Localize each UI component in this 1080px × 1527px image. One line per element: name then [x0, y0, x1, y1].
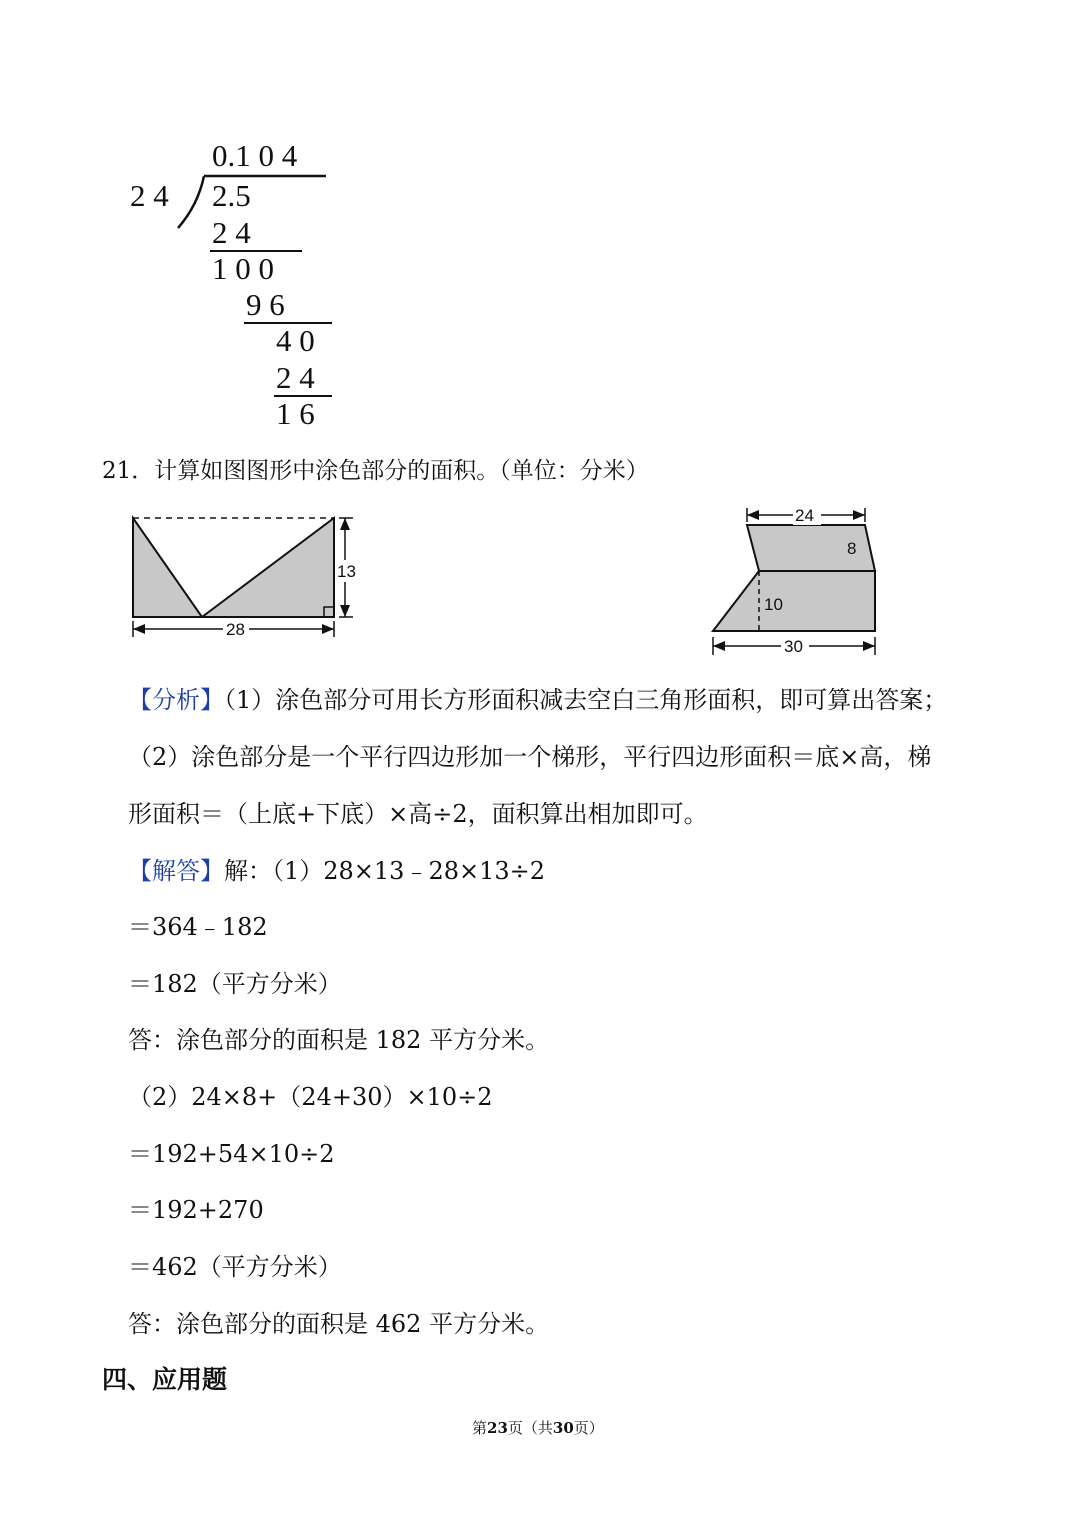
top-label: 24 [795, 506, 814, 525]
figure-parallelogram-trapezoid [705, 500, 890, 660]
analysis-line-3: 形面积＝（上底+下底）×高÷2，面积算出相加即可。 [128, 800, 708, 828]
solution-line-9: 答：涂色部分的面积是 462 平方分米。 [128, 1310, 550, 1338]
question-text: 计算如图图形中涂色部分的面积。（单位：分米） [154, 458, 649, 484]
width-label: 28 [226, 620, 245, 639]
height-label: 13 [337, 562, 356, 581]
shaded-trapezoid [713, 571, 875, 631]
solution-tag: 【解答】 [128, 857, 224, 885]
analysis-line-1 [128, 680, 947, 715]
footer-total-pages: 30 [552, 1419, 574, 1437]
analysis-tag: 【分析】 [128, 686, 224, 714]
analysis-text-1: （1）涂色部分可用长方形面积减去空白三角形面积，即可算出答案； [224, 686, 948, 714]
long-division [120, 130, 345, 430]
arrowhead-icon [863, 641, 875, 651]
solution-text-1: 解：（1）28×13﹣28×13÷2 [224, 857, 546, 885]
solution-line-7: ＝192+270 [128, 1196, 264, 1224]
arrowhead-icon [713, 641, 725, 651]
solution-line-5: （2）24×8+（24+30）×10÷2 [128, 1083, 493, 1111]
solution-line-6: ＝192+54×10÷2 [128, 1140, 335, 1168]
division-step: 1 6 [276, 396, 315, 430]
solution-line-3: ＝182（平方分米） [128, 970, 342, 998]
arrowhead-icon [322, 624, 334, 634]
figure-rectangle-triangle [125, 505, 370, 645]
footer-suffix: 页） [573, 1419, 604, 1437]
division-step: 1 0 0 [212, 251, 274, 286]
division-step: 2 4 [276, 360, 315, 395]
section-heading: 四、应用题 [102, 1365, 228, 1394]
page-footer [472, 1417, 604, 1438]
shaded-triangle-left [133, 518, 202, 617]
arrowhead-icon [340, 518, 350, 530]
footer-page-number: 23 [487, 1419, 508, 1437]
footer-prefix: 第 [472, 1419, 488, 1437]
parallelogram-height-label: 8 [847, 539, 857, 558]
trapezoid-height-label: 10 [764, 595, 783, 614]
division-step: 4 0 [276, 323, 315, 358]
footer-middle: 页（共 [507, 1419, 553, 1437]
solution-line-8: ＝462（平方分米） [128, 1253, 342, 1281]
analysis-line-2: （2）涂色部分是一个平行四边形加一个梯形，平行四边形面积＝底×高，梯 [128, 743, 932, 771]
division-quotient: 0.1 0 4 [212, 138, 298, 173]
division-bracket [178, 176, 204, 228]
division-step: 2 4 [212, 215, 251, 250]
bottom-label: 30 [784, 637, 803, 656]
division-dividend: 2.5 [212, 178, 251, 213]
solution-line-2: ＝364﹣182 [128, 913, 268, 941]
division-step: 9 6 [246, 287, 285, 322]
arrowhead-icon [133, 624, 145, 634]
division-divisor: 2 4 [130, 178, 169, 213]
solution-line-1 [128, 851, 545, 886]
arrowhead-icon [340, 605, 350, 617]
arrowhead-icon [747, 510, 759, 520]
question-number: 21． [102, 458, 155, 484]
long-division-drawing [120, 130, 345, 430]
solution-line-4: 答：涂色部分的面积是 182 平方分米。 [128, 1026, 550, 1054]
shaded-triangle-right [202, 518, 334, 617]
question-21 [102, 452, 649, 485]
arrowhead-icon [853, 510, 865, 520]
